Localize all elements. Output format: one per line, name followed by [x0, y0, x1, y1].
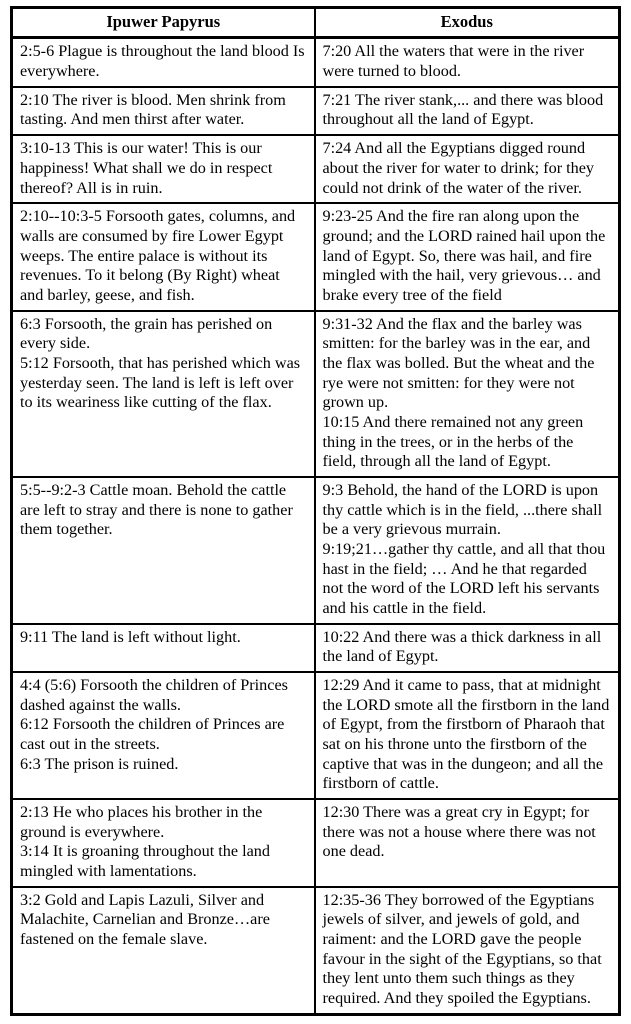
- table-header: [12, 8, 620, 38]
- cell-exodus: [315, 38, 620, 87]
- cell-exodus: [315, 87, 620, 135]
- header-row: [12, 8, 620, 38]
- table-row: [12, 887, 620, 1015]
- column-header-ipuwer-papyrus: Ipuwer Papyrus: [12, 8, 315, 38]
- table-row: [12, 311, 620, 477]
- cell-ipuwer: [12, 135, 315, 203]
- cell-ipuwer: [12, 87, 315, 135]
- cell-paragraph: 4:4 (5:6) Forsooth the children of Princes dashed against the walls.: [20, 675, 288, 714]
- cell-paragraph: 3:14 It is groaning throughout the land mingled with lamentations.: [20, 842, 270, 880]
- cell-exodus: [315, 135, 620, 203]
- cell-ipuwer: [12, 203, 315, 310]
- table-row: [12, 135, 620, 203]
- cell-paragraph: 2:5-6 Plague is throughout the land blood Is everywhere.: [20, 42, 305, 81]
- table-row: [12, 624, 620, 672]
- cell-ipuwer: [12, 887, 315, 1015]
- table-row: [12, 672, 620, 799]
- cell-ipuwer: [12, 799, 315, 887]
- cell-exodus: [315, 311, 620, 477]
- cell-paragraph: 9:23-25 And the fire ran along upon the ground; and the LORD rained hail upon the land of Egypt. So, there was hail, and fire mingled with the hail, very grievous… and brake every tree of the field: [322, 207, 606, 304]
- cell-ipuwer: [12, 477, 315, 624]
- cell-exodus: [315, 887, 620, 1015]
- cell-paragraph: 9:3 Behold, the hand of the LORD is upon thy cattle which is in the field, ...there shall be a very grievous murrain.: [322, 480, 603, 539]
- cell-paragraph: 5:5--9:2-3 Cattle moan. Behold the cattle are left to stray and there is none to gather them together.: [20, 480, 293, 539]
- cell-paragraph: 6:12 Forsooth the children of Princes are cast out in the streets.: [20, 715, 285, 753]
- cell-ipuwer: [12, 38, 315, 87]
- cell-paragraph: 6:3 Forsooth, the grain has perished on every side.: [20, 314, 273, 353]
- cell-paragraph: 5:12 Forsooth, that has perished which was yesterday seen. The land is left is left over to its weariness like cutting of the flax.: [20, 353, 301, 412]
- cell-paragraph: 2:10--10:3-5 Forsooth gates, columns, and walls are consumed by fire Lower Egypt weeps. The entire palace is without its revenues. To it belong (By Right) wheat and barley, geese, and fish.: [20, 207, 296, 304]
- ipuwer-exodus-comparison-table: [10, 6, 621, 1016]
- table-row: [12, 38, 620, 87]
- cell-exodus: [315, 477, 620, 624]
- table-row: [12, 203, 620, 310]
- cell-paragraph: 2:10 The river is blood. Men shrink from tasting. And men thirst after water.: [20, 90, 286, 129]
- cell-paragraph: 9:19;21…gather thy cattle, and all that thou hast in the field; … And he that regarded not the word of the LORD left his servants and his cattle in the field.: [322, 539, 606, 617]
- table-body: [12, 38, 620, 1014]
- cell-paragraph: 6:3 The prison is ruined.: [20, 754, 179, 773]
- cell-ipuwer: [12, 672, 315, 799]
- cell-paragraph: 7:21 The river stank,... and there was blood throughout all the land of Egypt.: [322, 90, 604, 129]
- cell-paragraph: 3:10-13 This is our water! This is our happiness! What shall we do in respect thereof? All is in ruin.: [20, 139, 273, 197]
- cell-exodus: [315, 799, 620, 887]
- comparison-table-container: [10, 6, 618, 1016]
- cell-paragraph: 2:13 He who places his brother in the ground is everywhere.: [20, 802, 263, 841]
- cell-exodus: [315, 672, 620, 799]
- cell-paragraph: 10:22 And there was a thick darkness in all the land of Egypt.: [322, 627, 602, 666]
- cell-paragraph: 12:30 There was a great cry in Egypt; for there was not a house where there was not one dead.: [322, 802, 596, 861]
- table-row: [12, 477, 620, 624]
- table-row: [12, 799, 620, 887]
- cell-paragraph: 10:15 And there remained not any green thing in the trees, or in the herbs of the field, through all the land of Egypt.: [322, 412, 584, 471]
- cell-paragraph: 7:24 And all the Egyptians digged round about the river for water to drink; for they could not drink of the water of the river.: [322, 139, 594, 197]
- cell-paragraph: 9:31-32 And the flax and the barley was smitten: for the barley was in the ear, and the flax was bolled. But the wheat and the rye were not smitten: for they were not grown up.: [322, 314, 595, 412]
- cell-paragraph: 12:35-36 They borrowed of the Egyptians jewels of silver, and jewels of gold, and raiment: and the LORD gave the people favour in the sight of the Egyptians, so that they lent unto them such things as they required. And they spoiled the Egyptians.: [322, 890, 602, 1008]
- cell-paragraph: 7:20 All the waters that were in the river were turned to blood.: [322, 42, 585, 81]
- cell-exodus: [315, 203, 620, 310]
- cell-paragraph: 9:11 The land is left without light.: [20, 627, 241, 646]
- cell-paragraph: 3:2 Gold and Lapis Lazuli, Silver and Malachite, Carnelian and Bronze…are fastened on the female slave.: [20, 890, 270, 949]
- cell-exodus: [315, 624, 620, 672]
- cell-ipuwer: [12, 311, 315, 477]
- column-header-exodus: Exodus: [315, 8, 620, 38]
- cell-ipuwer: [12, 624, 315, 672]
- table-row: [12, 87, 620, 135]
- cell-paragraph: 12:29 And it came to pass, that at midnight the LORD smote all the firstborn in the land of Egypt, from the firstborn of Pharaoh that sat on his throne unto the firstborn of the captive that was in the dungeon; and all the firstborn of cattle.: [322, 675, 610, 793]
